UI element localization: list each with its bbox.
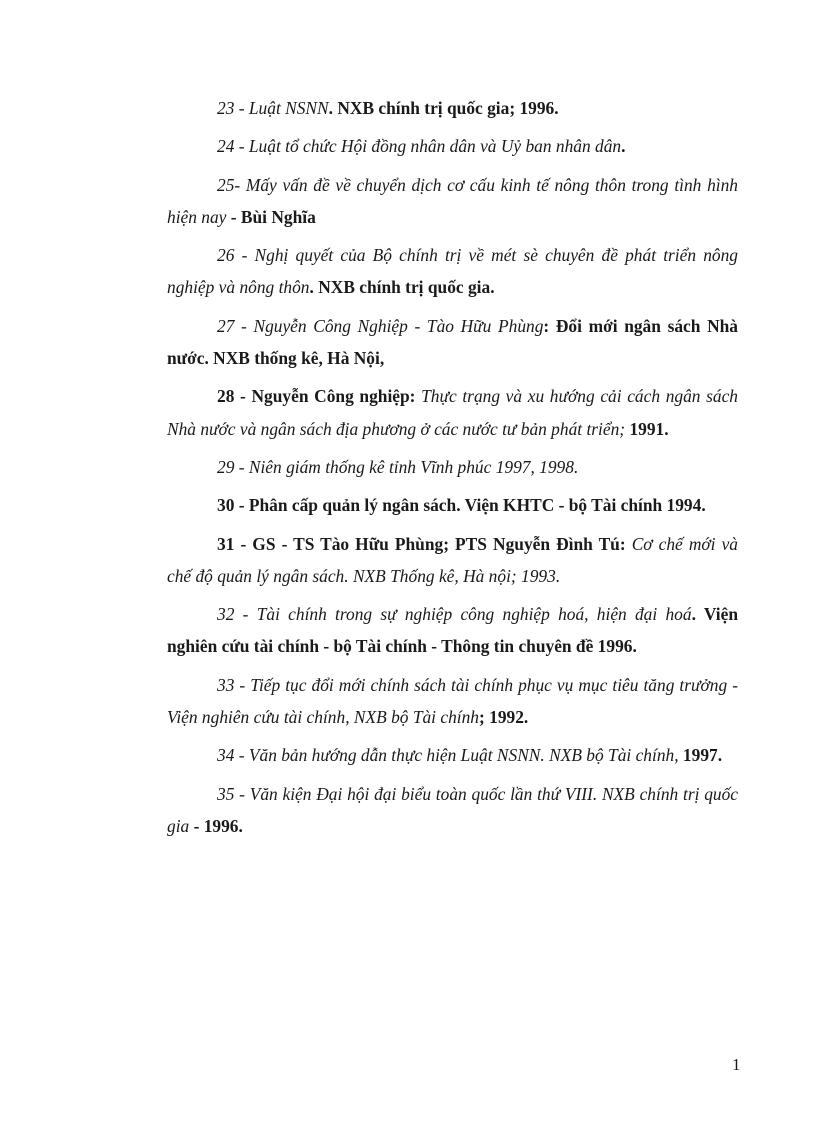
italic-text: 23 - Luật NSNN: [217, 98, 329, 118]
reference-entry-23: [167, 92, 738, 124]
reference-entry-30: [167, 489, 738, 521]
reference-entry-31: [167, 528, 738, 593]
bold-text: : Đổi mới ngân sách Nhà nước. NXB thống kê, Hà Nội,: [167, 315, 739, 369]
reference-entry-34: [167, 739, 738, 771]
reference-entry-33: [167, 669, 738, 734]
italic-text: 27 - Nguyễn Công Nghiệp - Tào Hữu Phùng: [217, 315, 544, 336]
page-number: 1: [732, 1055, 741, 1074]
italic-text: Cơ chế mới và chế độ quản lý ngân sách. NXB Thống kê, Hà nội; 1993.: [167, 533, 738, 586]
bold-text: 1997.: [678, 745, 723, 766]
italic-text: 34 - Văn bản hướng dẫn thực hiện Luật NSNN. NXB bộ Tài chính,: [217, 745, 679, 766]
reference-entry-28: [167, 380, 738, 445]
italic-text: 25- Mấy vấn đề về chuyển dịch cơ cấu kinh tế nông thôn trong tình hình hiện nay: [167, 174, 738, 227]
reference-entry-24: [167, 130, 738, 162]
italic-text: 26 - Nghị quyết của Bộ chính trị về mét sè chuyên đề phát triển nông nghiệp và nông thôn: [167, 245, 738, 298]
bold-text: 30 - Phân cấp quản lý ngân sách. Viện KHTC - bộ Tài chính 1994.: [217, 495, 706, 516]
reference-entry-27: [167, 310, 738, 375]
italic-text: 29 - Niên giám thống kê tỉnh Vĩnh phúc 1997, 1998.: [217, 456, 579, 477]
reference-entry-32: [167, 598, 738, 663]
bold-text: 1991.: [625, 418, 669, 439]
reference-entry-35: [167, 778, 738, 843]
bold-text: ; 1992.: [479, 707, 529, 728]
bold-text: . NXB chính trị quốc gia; 1996.: [328, 98, 559, 118]
italic-text: 35 - Văn kiện Đại hội đại biểu toàn quốc lần thứ VIII. NXB chính trị quốc gia: [167, 783, 738, 836]
reference-entry-25: [167, 169, 738, 234]
italic-text: 33 - Tiếp tục đổi mới chính sách tài chính phục vụ mục tiêu tăng trưởng - Viện nghiên cứu tài chính, NXB bộ Tài chính: [167, 674, 738, 728]
bold-text: 28 - Nguyễn Công nghiệp:: [217, 386, 422, 407]
bold-text: - 1996.: [189, 815, 243, 836]
bold-text: .: [621, 136, 626, 157]
reference-entry-26: [167, 239, 738, 304]
bold-text: . Viện nghiên cứu tài chính - bộ Tài chính - Thông tin chuyên đề 1996.: [167, 604, 738, 657]
italic-text: Thực trạng và xu hướng cải cách ngân sách Nhà nước và ngân sách địa phương ở các nước tư bản phát triển;: [167, 386, 738, 439]
bold-text: 31 - GS - TS Tào Hữu Phùng; PTS Nguyễn Đình Tú:: [217, 533, 632, 554]
italic-text: 24 - Luật tổ chức Hội đồng nhân dân và Uỷ ban nhân dân: [217, 136, 622, 157]
italic-text: 32 - Tài chính trong sự nghiệp công nghiệp hoá, hiện đại hoá: [217, 604, 692, 625]
reference-list: [167, 92, 738, 848]
bold-text: . NXB chính trị quốc gia.: [309, 277, 495, 298]
bold-text: - Bùi Nghĩa: [226, 206, 316, 227]
reference-entry-29: [167, 451, 738, 483]
